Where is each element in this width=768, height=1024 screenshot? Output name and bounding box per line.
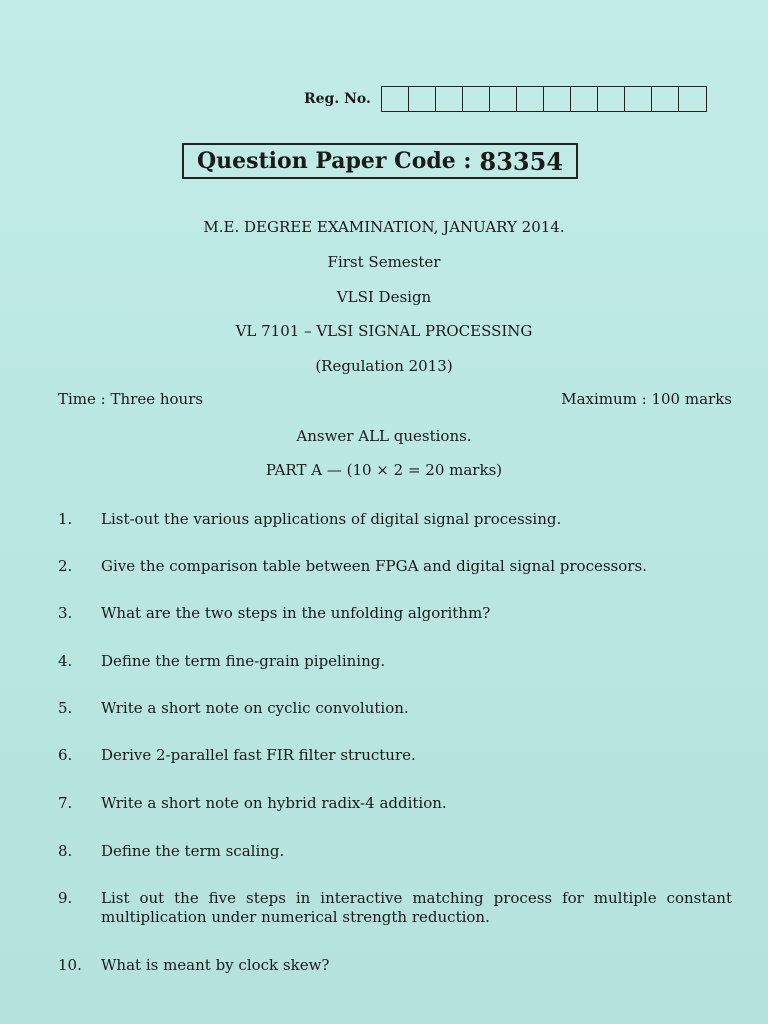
part-a-heading: PART A — (10 × 2 = 20 marks) xyxy=(265,461,503,479)
question-number: 5. xyxy=(58,699,73,717)
question-item xyxy=(58,604,732,623)
question-item xyxy=(58,652,732,671)
question-item xyxy=(58,557,732,576)
question-text: Write a short note on cyclic convolution. xyxy=(101,699,409,717)
question-number: 2. xyxy=(58,557,73,575)
semester: First Semester xyxy=(327,253,441,271)
question-number: 10. xyxy=(58,956,82,974)
question-text: Derive 2-parallel fast FIR filter structure. xyxy=(101,746,416,764)
question-item xyxy=(58,956,732,975)
reg-no-box xyxy=(490,87,517,111)
question-text: Give the comparison table between FPGA and digital signal processors. xyxy=(101,557,647,575)
reg-no-box xyxy=(679,87,706,111)
reg-no-box xyxy=(571,87,598,111)
question-number: 1. xyxy=(58,510,73,528)
exam-title: M.E. DEGREE EXAMINATION, JANUARY 2014. xyxy=(203,218,565,236)
reg-no-box xyxy=(598,87,625,111)
question-item xyxy=(58,842,732,861)
reg-no-box xyxy=(436,87,463,111)
reg-no-field xyxy=(304,86,707,112)
question-text: Define the term fine-grain pipelining. xyxy=(101,652,386,670)
question-number: 7. xyxy=(58,794,73,812)
reg-no-box xyxy=(517,87,544,111)
reg-no-label: Reg. No. xyxy=(304,91,371,107)
maximum-marks: Maximum : 100 marks xyxy=(561,390,732,408)
question-number: 6. xyxy=(58,746,73,764)
question-item xyxy=(58,889,732,927)
reg-no-box xyxy=(625,87,652,111)
question-item xyxy=(58,699,732,718)
reg-no-box xyxy=(544,87,571,111)
branch: VLSI Design xyxy=(336,288,432,306)
subject-title: VL 7101 – VLSI SIGNAL PROCESSING xyxy=(235,322,533,340)
question-paper-code-label: Question Paper Code : xyxy=(196,148,472,174)
instruction: Answer ALL questions. xyxy=(296,427,472,445)
question-number: 9. xyxy=(58,889,73,907)
question-number: 4. xyxy=(58,652,73,670)
question-text: What is meant by clock skew? xyxy=(101,956,330,974)
reg-no-box xyxy=(652,87,679,111)
question-item xyxy=(58,746,732,765)
regulation: (Regulation 2013) xyxy=(315,357,453,375)
reg-no-box xyxy=(382,87,409,111)
question-paper-code: 83354 xyxy=(479,146,564,176)
time-marks-row xyxy=(58,390,732,408)
question-text: List out the five steps in interactive matching process for multiple constant multiplication under numerical strength reduction. xyxy=(101,889,732,926)
reg-no-box xyxy=(409,87,436,111)
question-text: Define the term scaling. xyxy=(101,842,285,860)
question-paper-code-box xyxy=(182,143,578,179)
question-text: List-out the various applications of digital signal processing. xyxy=(101,510,562,528)
question-item xyxy=(58,794,732,813)
question-text: What are the two steps in the unfolding algorithm? xyxy=(101,604,491,622)
reg-no-boxes xyxy=(381,86,707,112)
question-number: 8. xyxy=(58,842,73,860)
question-text: Write a short note on hybrid radix-4 addition. xyxy=(101,794,447,812)
reg-no-box xyxy=(463,87,490,111)
question-item xyxy=(58,510,732,529)
question-number: 3. xyxy=(58,604,73,622)
time-allowed: Time : Three hours xyxy=(58,390,204,408)
